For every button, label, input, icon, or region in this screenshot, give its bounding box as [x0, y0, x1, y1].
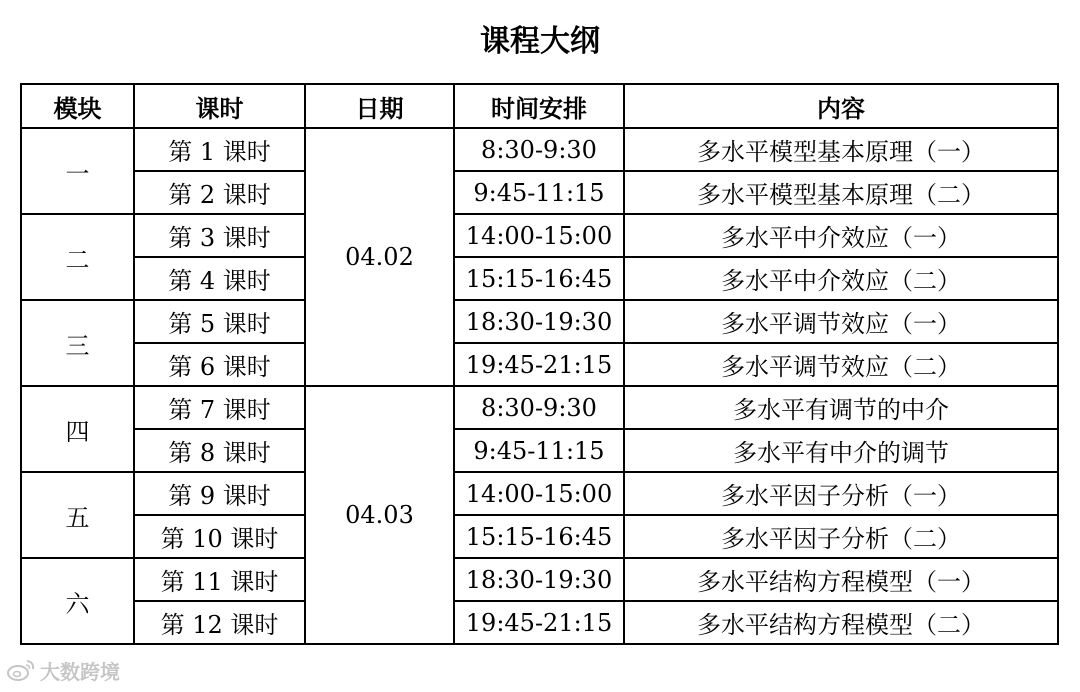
- table-row: [21, 515, 1058, 558]
- content-cell: 多水平因子分析（一）: [624, 472, 1058, 515]
- time-cell: 18:30-19:30: [454, 300, 624, 343]
- table-row: [21, 214, 1058, 257]
- syllabus-table: [20, 83, 1059, 645]
- time-cell: 14:00-15:00: [454, 214, 624, 257]
- time-cell: 19:45-21:15: [454, 343, 624, 386]
- time-cell: 15:15-16:45: [454, 257, 624, 300]
- table-row: [21, 257, 1058, 300]
- module-cell: 三: [21, 300, 134, 386]
- time-cell: 8:30-9:30: [454, 128, 624, 171]
- lesson-cell: 第 1 课时: [134, 128, 305, 171]
- table-row: [21, 343, 1058, 386]
- content-cell: 多水平因子分析（二）: [624, 515, 1058, 558]
- time-cell: 9:45-11:15: [454, 429, 624, 472]
- header-lesson: 课时: [134, 84, 305, 128]
- time-cell: 8:30-9:30: [454, 386, 624, 429]
- header-module: 模块: [21, 84, 134, 128]
- lesson-cell: 第 7 课时: [134, 386, 305, 429]
- lesson-cell: 第 6 课时: [134, 343, 305, 386]
- content-cell: 多水平模型基本原理（一）: [624, 128, 1058, 171]
- watermark: [6, 656, 120, 684]
- content-cell: 多水平有调节的中介: [624, 386, 1058, 429]
- table-row: [21, 558, 1058, 601]
- table-row: [21, 128, 1058, 171]
- header-time: 时间安排: [454, 84, 624, 128]
- lesson-cell: 第 9 课时: [134, 472, 305, 515]
- table-row: [21, 429, 1058, 472]
- date-cell: 04.03: [305, 386, 454, 644]
- table-row: [21, 472, 1058, 515]
- time-cell: 19:45-21:15: [454, 601, 624, 644]
- table-header-row: [21, 84, 1058, 128]
- table-row: [21, 386, 1058, 429]
- lesson-cell: 第 12 课时: [134, 601, 305, 644]
- page-title: 课程大纲: [480, 24, 600, 59]
- weibo-icon: [6, 658, 36, 682]
- module-cell: 四: [21, 386, 134, 472]
- time-cell: 18:30-19:30: [454, 558, 624, 601]
- date-cell: 04.02: [305, 128, 454, 386]
- content-cell: 多水平结构方程模型（二）: [624, 601, 1058, 644]
- lesson-cell: 第 4 课时: [134, 257, 305, 300]
- time-cell: 15:15-16:45: [454, 515, 624, 558]
- header-content: 内容: [624, 84, 1058, 128]
- lesson-cell: 第 3 课时: [134, 214, 305, 257]
- content-cell: 多水平结构方程模型（一）: [624, 558, 1058, 601]
- content-cell: 多水平中介效应（一）: [624, 214, 1058, 257]
- time-cell: 9:45-11:15: [454, 171, 624, 214]
- time-cell: 14:00-15:00: [454, 472, 624, 515]
- table-row: [21, 300, 1058, 343]
- module-cell: 一: [21, 128, 134, 214]
- content-cell: 多水平调节效应（一）: [624, 300, 1058, 343]
- header-date: 日期: [305, 84, 454, 128]
- content-cell: 多水平调节效应（二）: [624, 343, 1058, 386]
- content-cell: 多水平中介效应（二）: [624, 257, 1058, 300]
- table-row: [21, 601, 1058, 644]
- module-cell: 五: [21, 472, 134, 558]
- table-row: [21, 171, 1058, 214]
- lesson-cell: 第 2 课时: [134, 171, 305, 214]
- lesson-cell: 第 11 课时: [134, 558, 305, 601]
- content-cell: 多水平有中介的调节: [624, 429, 1058, 472]
- module-cell: 二: [21, 214, 134, 300]
- watermark-text: 大数跨境: [40, 659, 120, 684]
- lesson-cell: 第 10 课时: [134, 515, 305, 558]
- lesson-cell: 第 5 课时: [134, 300, 305, 343]
- module-cell: 六: [21, 558, 134, 644]
- lesson-cell: 第 8 课时: [134, 429, 305, 472]
- content-cell: 多水平模型基本原理（二）: [624, 171, 1058, 214]
